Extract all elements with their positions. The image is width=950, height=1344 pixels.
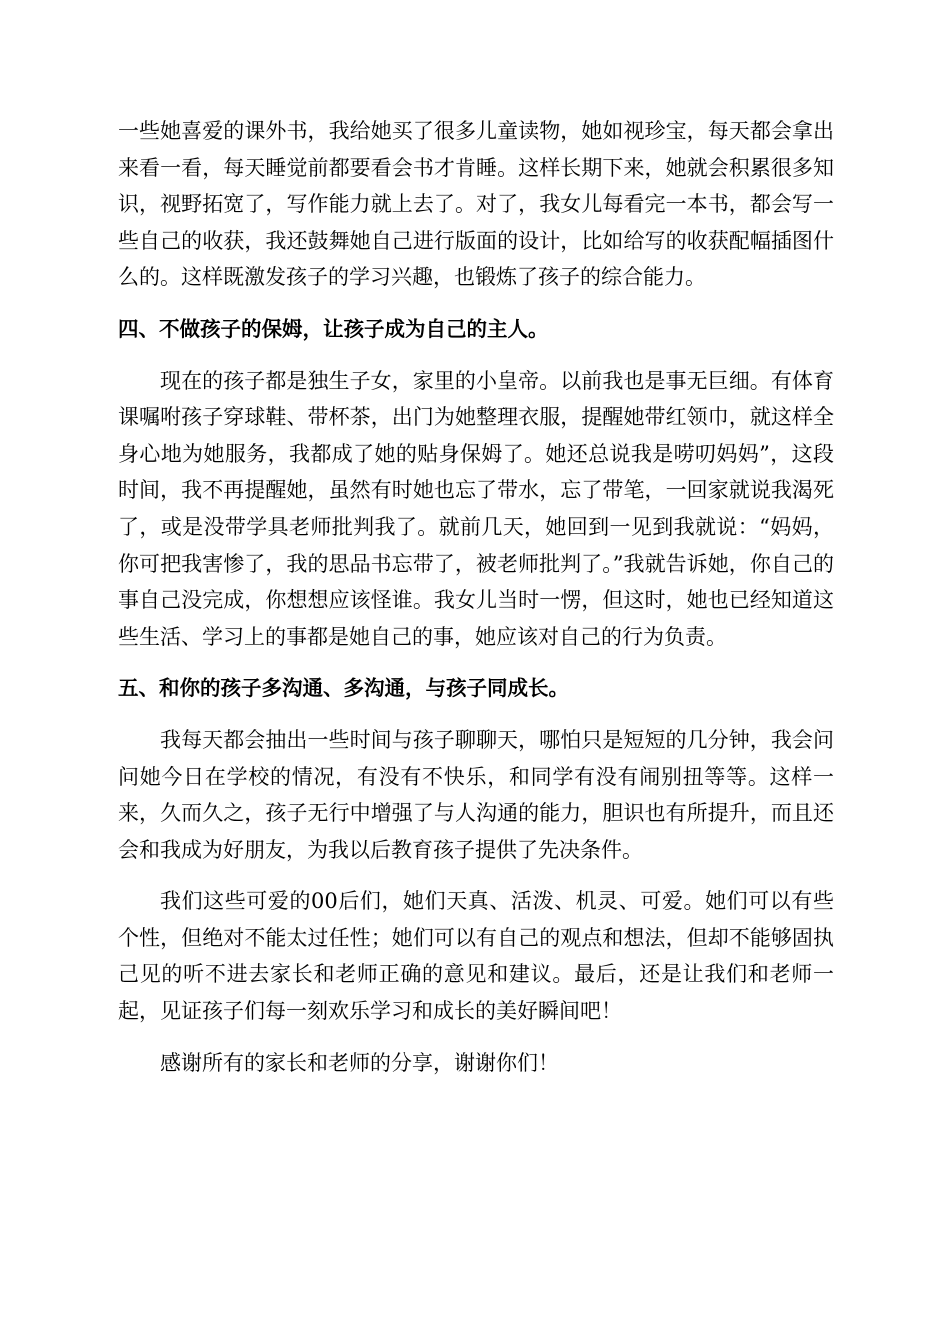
- section-heading-5: 五、和你的孩子多沟通、多沟通，与孩子同成长。: [118, 676, 569, 701]
- paragraph-thanks: 感谢所有的家长和老师的分享，谢谢你们！: [160, 1050, 559, 1075]
- paragraph-independence: 现在的孩子都是独生子女，家里的小皇帝。以前我也是事无巨细。有体育课嘱咐孩子穿球鞋、带杯茶，出门为她整理衣服，提醒她带红领巾，就这样全身心地为她服务，我都成了她的贴身保姆了。她还总说我是唠叨妈妈”，这段时间，我不再提醒她，虽然有时她也忘了带水，忘了带笔，一回家就说我渴死了，或是没带学具老师批判我了。就前几天，她回到一见到我就说：“妈妈，你可把我害惨了，我的思品书忘带了，被老师批判了。”我就告诉她，你自己的事自己没完成，你想想应该怪谁。我女儿当时一愣，但这时，她也已经知道这些生活、学习上的事都是她自己的事，她应该对自己的行为负责。: [118, 368, 834, 649]
- document-body: [118, 113, 834, 1096]
- section-heading-4: 四、不做孩子的保姆，让孩子成为自己的主人。: [118, 316, 549, 341]
- paragraph-closing-remarks: 我们这些可爱的00后们，她们天真、活泼、机灵、可爱。她们可以有些个性，但绝对不能太过任性；她们可以有自己的观点和想法，但却不能够固执己见的听不进去家长和老师正确的意见和建议。最后，还是让我们和老师一起，见证孩子们每一刻欢乐学习和成长的美好瞬间吧！: [118, 889, 834, 1024]
- paragraph-reading-habits: 一些她喜爱的课外书，我给她买了很多儿童读物，她如视珍宝，每天都会拿出来看一看，每天睡觉前都要看会书才肯睡。这样长期下来，她就会积累很多知识，视野拓宽了，写作能力就上去了。对了，我女儿每看完一本书，都会写一些自己的收获，我还鼓舞她自己进行版面的设计，比如给写的收获配幅插图什么的。这样既激发孩子的学习兴趣，也锻炼了孩子的综合能力。: [118, 119, 834, 290]
- paragraph-communication: 我每天都会抽出一些时间与孩子聊聊天，哪怕只是短短的几分钟，我会问问她今日在学校的情况，有没有不快乐，和同学有没有闹别扭等等。这样一来，久而久之，孩子无行中增强了与人沟通的能力，胆识也有所提升，而且还会和我成为好朋友，为我以后教育孩子提供了先决条件。: [118, 727, 834, 862]
